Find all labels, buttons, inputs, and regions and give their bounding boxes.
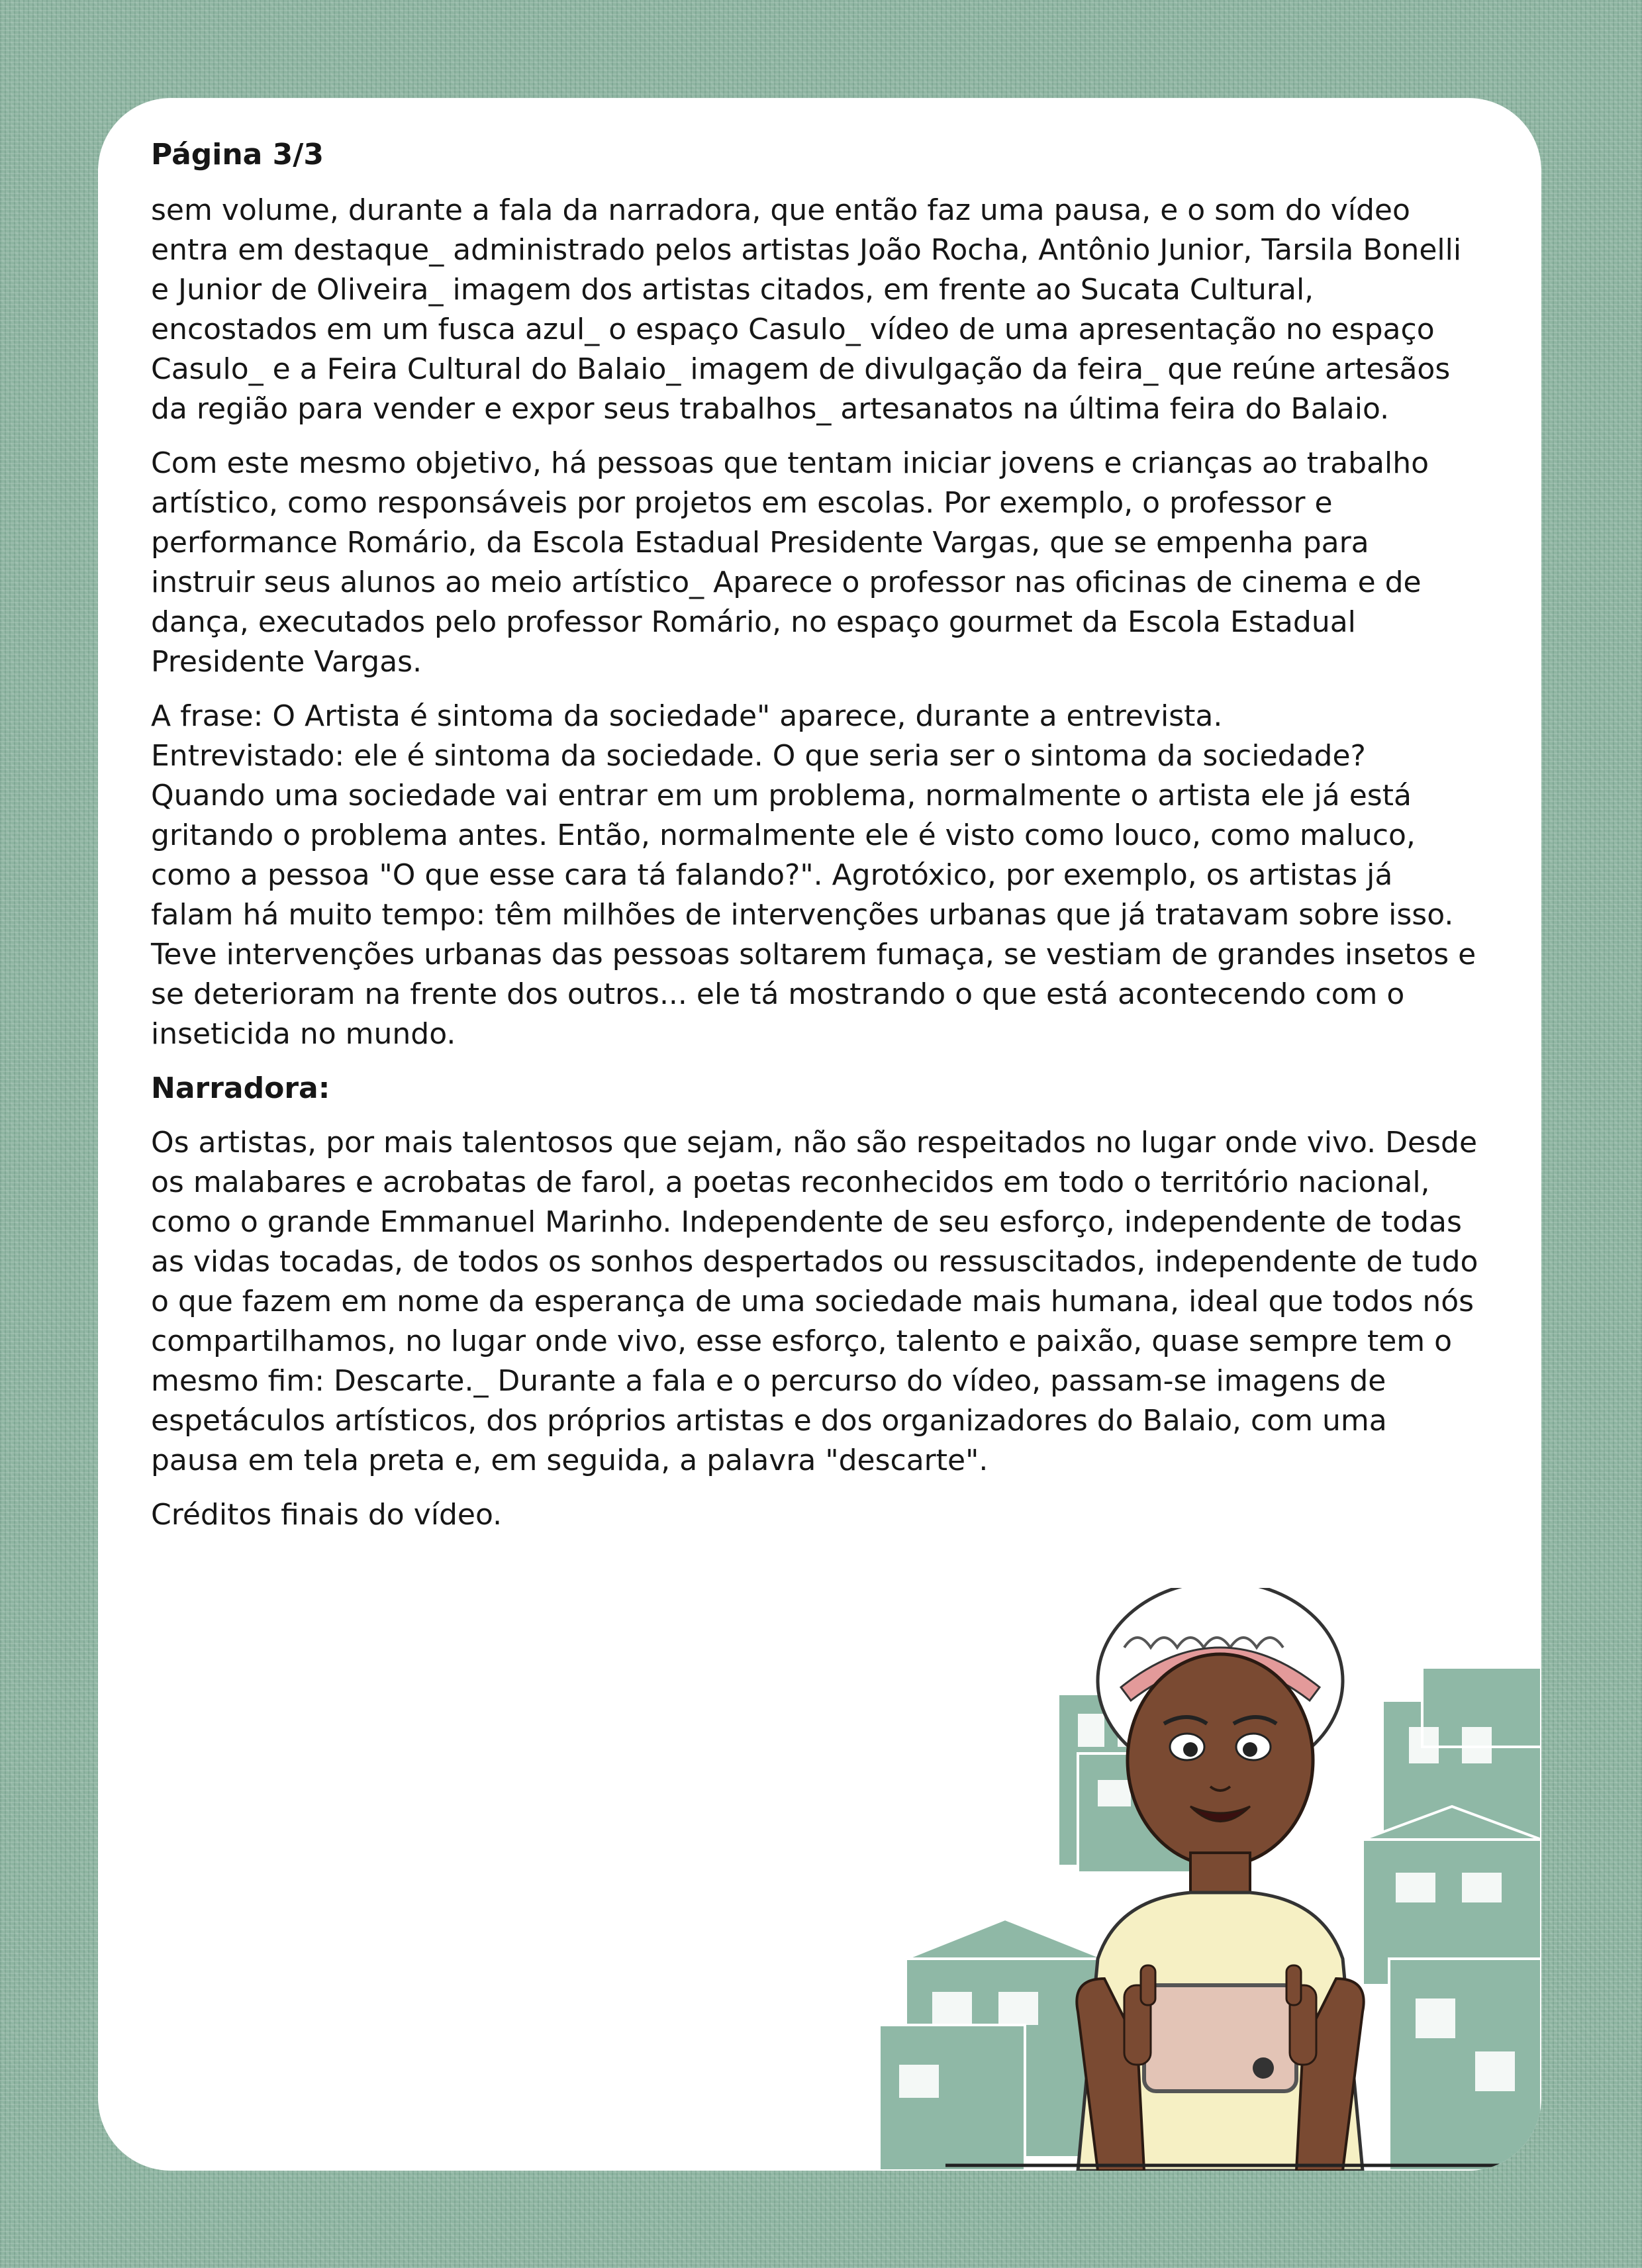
document-body bbox=[151, 135, 1482, 1550]
quote-line: A frase: O Artista é sintoma da sociedade" aparece, durante a entrevista. bbox=[151, 699, 1223, 733]
interview-text: Entrevistado: ele é sintoma da sociedade. O que seria ser o sintoma da sociedade? Quando uma sociedade vai entrar em um problema, normalmente o artista ele já está gritando o problema antes. Então, normalmente ele é visto como louco, como maluco, como a pessoa "O que esse cara tá falando?". Agrotóxico, por exemplo, os artistas já falam há muito tempo: têm milhões de intervenções urbanas que já tratavam sobre isso. Teve intervenções urbanas das pessoas soltarem fumaça, se vestiam de grandes insetos e se deterioram na frente dos outros... ele tá mostrando o que está acontecendo com o inseticida no mundo. bbox=[151, 739, 1476, 1051]
face bbox=[1128, 1654, 1313, 1866]
phone-icon bbox=[1144, 1985, 1296, 2091]
paragraph-school-projects: Com este mesmo objetivo, há pessoas que tentam iniciar jovens e crianças ao trabalho artístico, como responsáveis por projetos em escolas. Por exemplo, o professor e performance Romário, da Escola Estadual Presidente Vargas, que se empenha para instruir seus alunos ao meio artístico_ Aparece o professor nas oficinas de cinema e de dança, executados pelo professor Romário, no espaço gourmet da Escola Estadual Presidente Vargas. bbox=[151, 446, 1429, 679]
page-card bbox=[98, 98, 1541, 2171]
paragraph-video-description: sem volume, durante a fala da narradora, que então faz uma pausa, e o som do vídeo entra em destaque_ administrado pelos artistas João Rocha, Antônio Junior, Tarsila Bonelli e Junior de Oliveira_ imagem dos artistas citados, em frente ao Sucata Cultural, encostados em um fusca azul_ o espaço Casulo_ vídeo de uma apresentação no espaço Casulo_ e a Feira Cultural do Balaio_ imagem de divulgação da feira_ que reúne artesãos da região para vender e expor seus trabalhos_ artesanatos na última feira do Balaio. bbox=[151, 193, 1462, 426]
page-number-label: Página 3/3 bbox=[151, 138, 324, 172]
paragraph-interview bbox=[151, 697, 1482, 1054]
paragraph-closing-credits: Créditos finais do vídeo. bbox=[151, 1498, 503, 1532]
paragraph-narrator: Os artistas, por mais talentosos que sejam, não são respeitados no lugar onde vivo. Desde os malabares e acrobatas de farol, a poetas reconhecidos em todo o território nacional, como o grande Emmanuel Marinho. Independente de seu esforço, independente de todas as vidas tocadas, de todos os sonhos despertados ou ressuscitados, independente de tudo o que fazem em nome da esperança de uma sociedade mais humana, ideal que todos nós compartilhamos, no lugar onde vivo, esse esforço, talento e paixão, quase sempre tem o mesmo fim: Descarte._ Durante a fala e o percurso do vídeo, passam-se imagens de espetáculos artísticos, dos próprios artistas e dos organizadores do Balaio, com uma pausa em tela preta e, em seguida, a palavra "descarte". bbox=[151, 1126, 1478, 1477]
narrator-illustration bbox=[879, 1588, 1541, 2171]
narrator-heading: Narradora: bbox=[151, 1071, 330, 1105]
